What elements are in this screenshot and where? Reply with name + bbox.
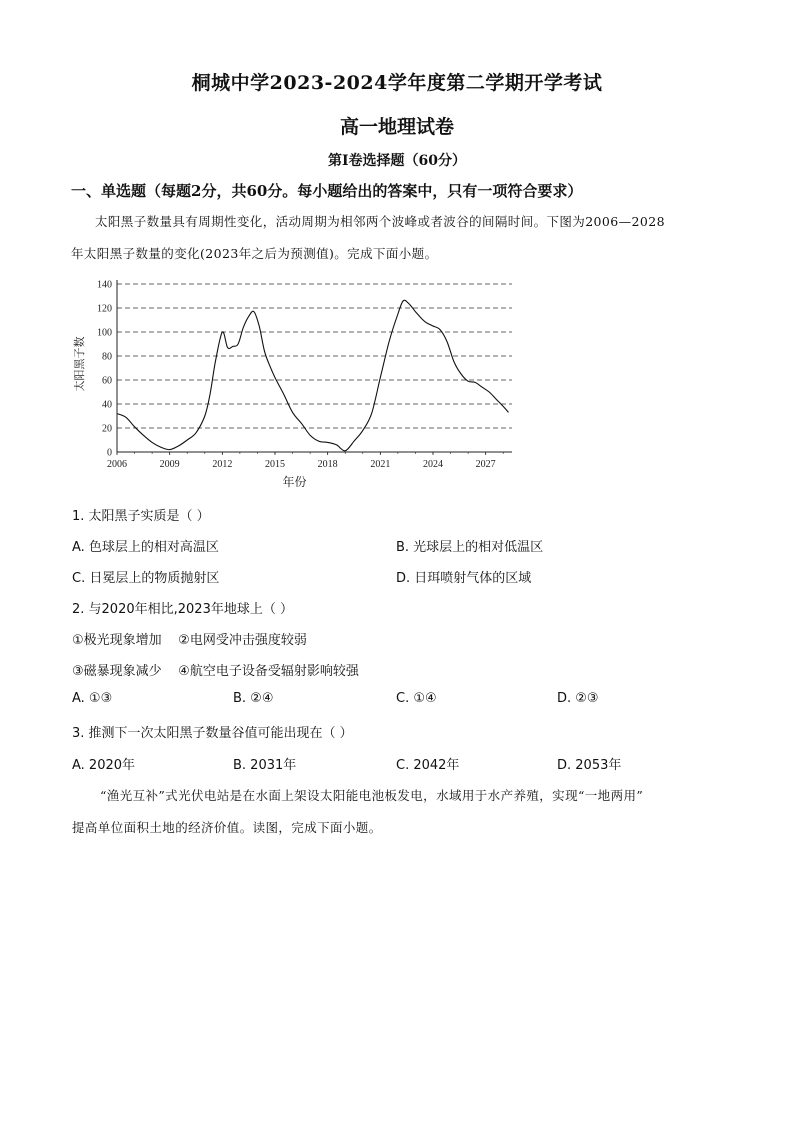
x-tick-label: 2021	[370, 459, 391, 470]
q2-option-d[interactable]: D. ②③	[557, 691, 599, 706]
y-tick-label: 120	[97, 303, 112, 315]
y-axis-label: 太阳黑子数	[74, 336, 86, 392]
y-tick-label: 0	[107, 447, 112, 459]
sunspot-chart	[60, 272, 530, 492]
x-tick-label: 2024	[423, 459, 443, 470]
y-tick-label: 40	[102, 399, 112, 411]
x-tick-label: 2006	[107, 459, 127, 470]
y-tick-label: 80	[102, 351, 112, 363]
q1-option-a[interactable]: A. 色球层上的相对高温区	[72, 540, 219, 555]
q2-option-c[interactable]: C. ①④	[396, 691, 437, 706]
question-3-stem: 3. 推测下一次太阳黑子数量谷值可能出现在（ ）	[72, 726, 353, 741]
y-tick-label: 140	[97, 279, 112, 291]
q1-option-c[interactable]: C. 日冕层上的物质抛射区	[72, 571, 220, 586]
x-axis-label: 年份	[282, 475, 307, 489]
q2-statement-line-1: ①极光现象增加 ②电网受冲击强度较弱	[72, 633, 307, 648]
exam-subtitle: 高一地理试卷	[339, 116, 454, 138]
q3-option-a[interactable]: A. 2020年	[72, 758, 136, 773]
part-heading: 第Ⅰ卷选择题（60分）	[327, 153, 467, 169]
passage-2-line-2: 提高单位面积土地的经济价值。读图，完成下面小题。	[72, 820, 382, 835]
question-2-stem: 2. 与2020年相比,2023年地球上（ ）	[72, 602, 293, 617]
q3-option-c[interactable]: C. 2042年	[396, 758, 460, 773]
q2-option-a[interactable]: A. ①③	[72, 691, 113, 706]
section-heading: 一、单选题（每题2分，共60分。每小题给出的答案中，只有一项符合要求）	[71, 182, 583, 200]
q3-option-d[interactable]: D. 2053年	[557, 758, 622, 773]
y-tick-label: 20	[102, 423, 112, 435]
intro-line-1: 太阳黑子数量具有周期性变化，活动周期为相邻两个波峰或者波谷的间隔时间。下图为2006—2028	[95, 214, 665, 229]
y-tick-label: 60	[102, 375, 112, 387]
q1-option-d[interactable]: D. 日珥喷射气体的区域	[396, 571, 532, 586]
question-1-stem: 1. 太阳黑子实质是（ ）	[72, 509, 210, 524]
x-tick-label: 2018	[317, 459, 338, 470]
intro-line-2: 年太阳黑子数量的变化(2023年之后为预测值)。完成下面小题。	[71, 246, 438, 261]
q2-statement-line-2: ③磁暴现象减少 ④航空电子设备受辐射影响较强	[72, 664, 359, 679]
q1-option-b[interactable]: B. 光球层上的相对低温区	[396, 540, 544, 555]
x-tick-label: 2027	[475, 459, 496, 470]
passage-2-line-1: “渔光互补”式光伏电站是在水面上架设太阳能电池板发电，水域用于水产养殖，实现“一地两用”	[100, 788, 644, 803]
x-tick-label: 2009	[159, 459, 180, 470]
x-tick-label: 2012	[212, 459, 233, 470]
exam-title: 桐城中学2023-2024学年度第二学期开学考试	[191, 72, 603, 94]
q2-option-b[interactable]: B. ②④	[233, 691, 274, 706]
x-tick-label: 2015	[265, 459, 285, 470]
y-tick-label: 100	[97, 327, 112, 339]
q3-option-b[interactable]: B. 2031年	[233, 758, 297, 773]
